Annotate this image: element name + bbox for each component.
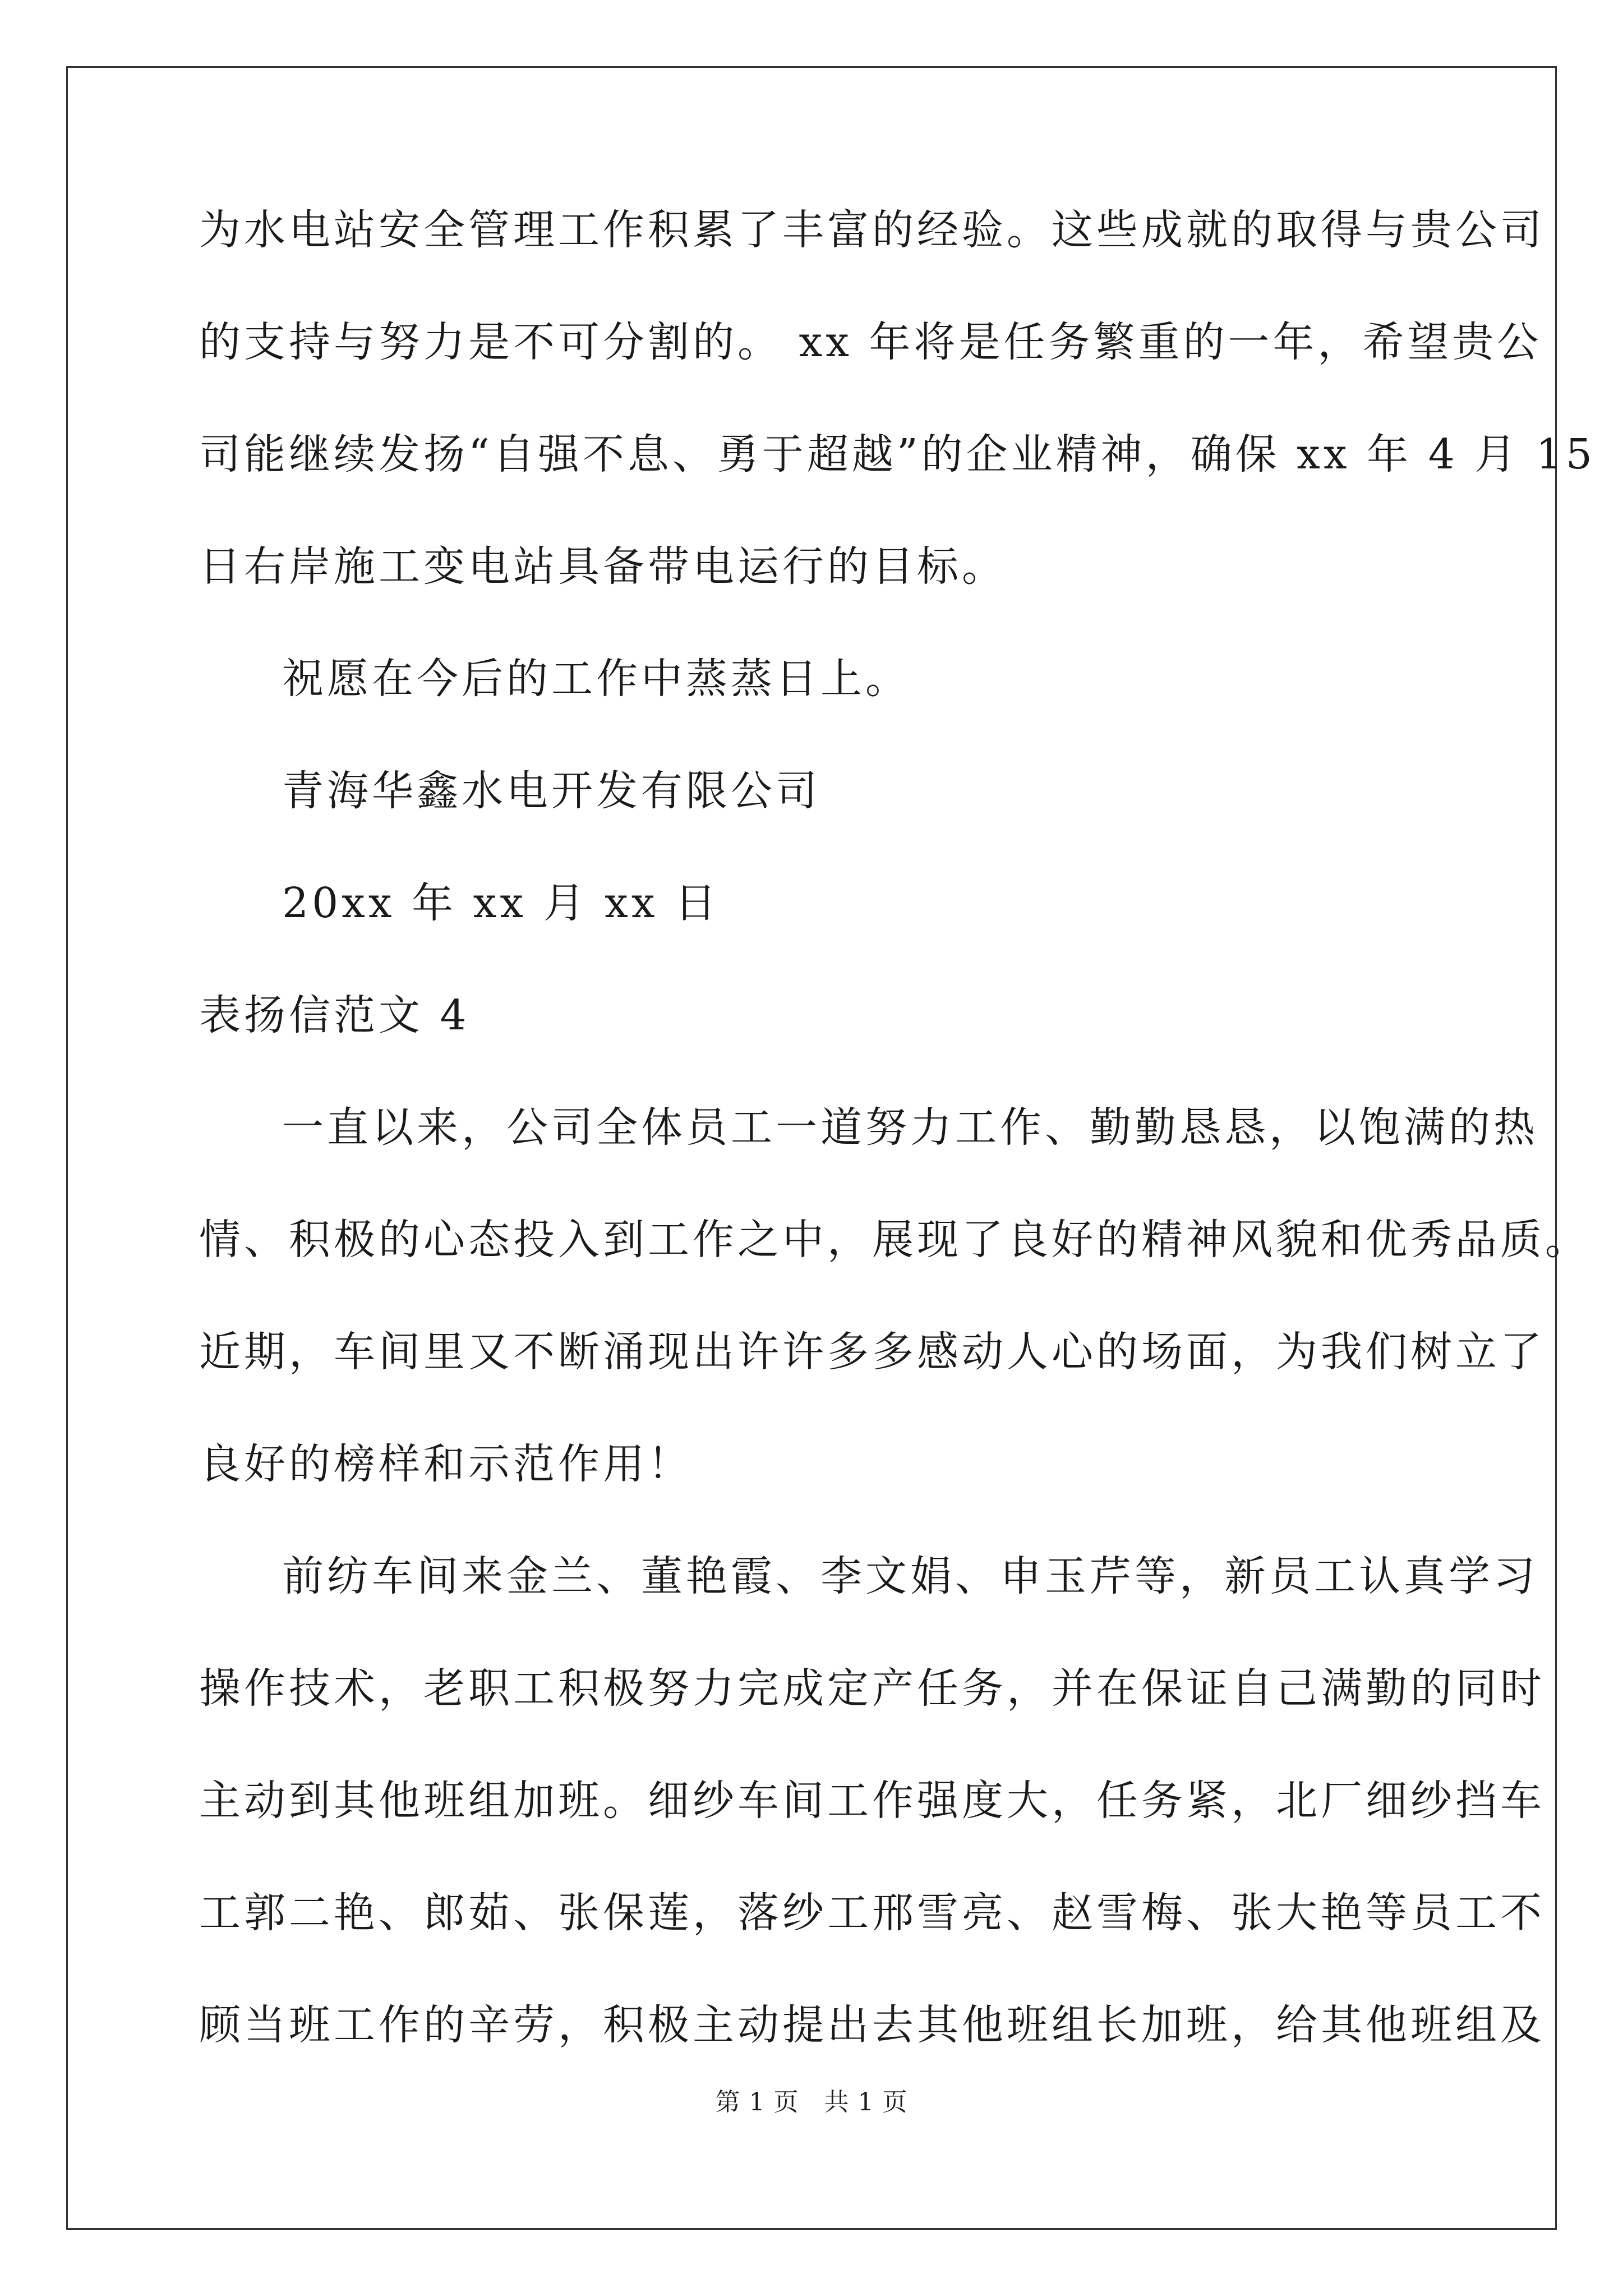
text-line: 顾当班工作的辛劳，积极主动提出去其他班组长加班，给其他班组及 bbox=[199, 2001, 1545, 2049]
text-line: 近期，车间里又不断涌现出许许多多感动人心的场面，为我们树立了 bbox=[199, 1328, 1545, 1376]
text-line: 的支持与努力是不可分割的。 xx 年将是任务繁重的一年，希望贵公 bbox=[199, 318, 1542, 366]
section-heading: 表扬信范文 4 bbox=[199, 991, 470, 1039]
text-line: 一直以来，公司全体员工一道努力工作、勤勤恳恳，以饱满的热 bbox=[282, 1103, 1538, 1152]
signature-company: 青海华鑫水电开发有限公司 bbox=[282, 767, 820, 815]
text-line: 为水电站安全管理工作积累了丰富的经验。这些成就的取得与贵公司 bbox=[199, 206, 1545, 254]
text-line: 良好的榜样和示范作用！ bbox=[199, 1440, 693, 1488]
text-line: 司能继续发扬“自强不息、勇于超越”的企业精神，确保 xx 年 4 月 15 bbox=[199, 430, 1596, 478]
text-line: 前纺车间来金兰、董艳霞、李文娟、申玉芹等，新员工认真学习 bbox=[282, 1552, 1538, 1600]
text-line: 操作技术，老职工积极努力完成定产任务，并在保证自己满勤的同时 bbox=[199, 1664, 1545, 1713]
text-line: 日右岸施工变电站具备带电运行的目标。 bbox=[199, 542, 1007, 591]
page-footer: 第 1 页 共 1 页 bbox=[715, 2088, 908, 2116]
signature-date: 20xx 年 xx 月 xx 日 bbox=[282, 879, 720, 927]
closing-wish: 祝愿在今后的工作中蒸蒸日上。 bbox=[282, 655, 910, 703]
text-line: 情、积极的心态投入到工作之中，展现了良好的精神风貌和优秀品质。 bbox=[199, 1216, 1590, 1264]
text-line: 主动到其他班组加班。细纱车间工作强度大，任务紧，北厂细纱挡车 bbox=[199, 1777, 1545, 1825]
text-line: 工郭二艳、郎茹、张保莲，落纱工邢雪亮、赵雪梅、张大艳等员工不 bbox=[199, 1889, 1545, 1937]
